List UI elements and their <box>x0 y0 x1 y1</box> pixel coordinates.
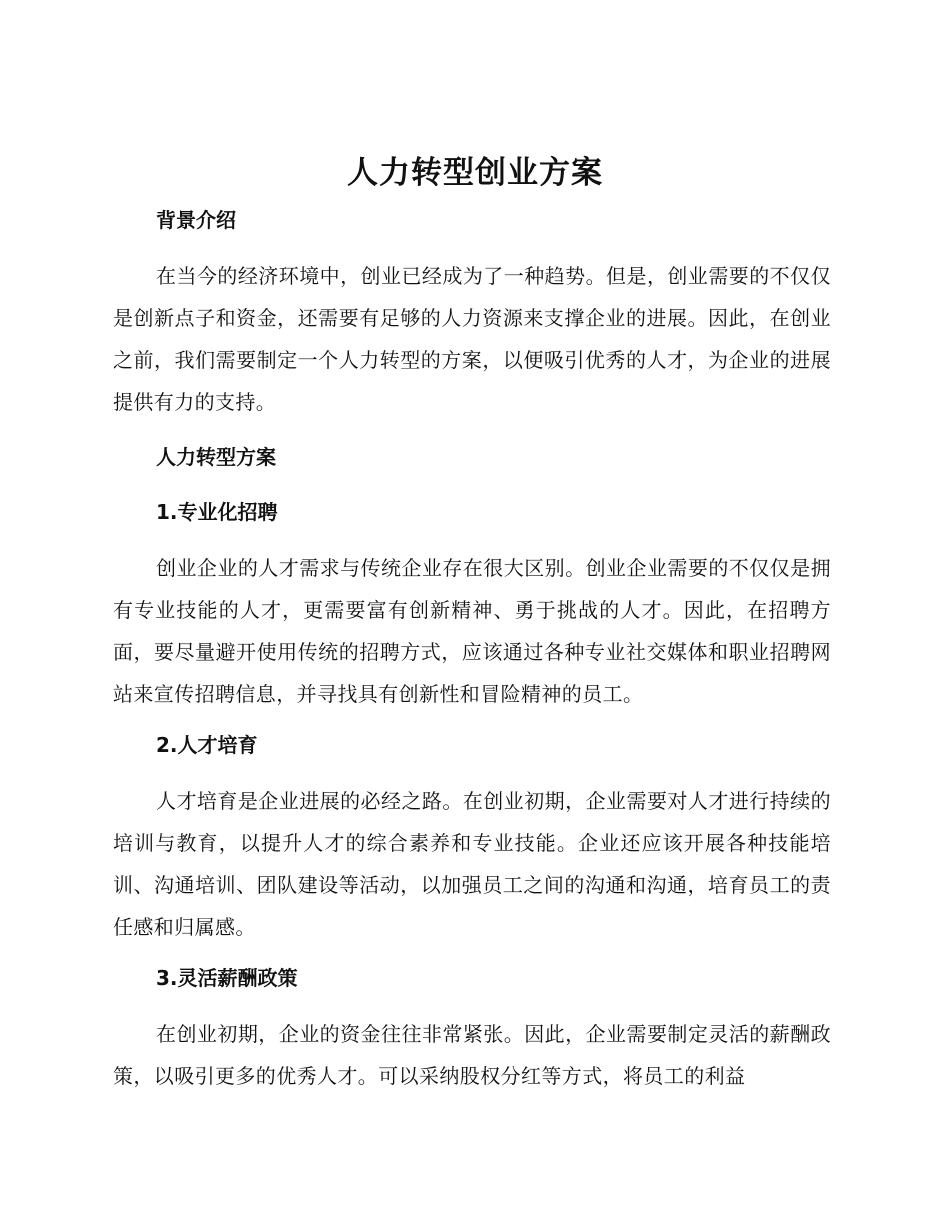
paragraph-compensation: 在创业初期，企业的资金往往非常紧张。因此，企业需要制定灵活的薪酬政策，以吸引更多的优秀人才。可以采纳股权分红等方式，将员工的利益 <box>113 1022 831 1088</box>
section-heading-plan: 人力转型方案 <box>156 445 276 469</box>
section-heading-background: 背景介绍 <box>156 208 236 232</box>
document-body <box>113 200 831 1097</box>
subsection-heading-compensation: 3.灵活薪酬政策 <box>156 966 298 990</box>
document-title: 人力转型创业方案 <box>347 155 603 191</box>
subsection-heading-talent-development: 2.人才培育 <box>156 733 258 757</box>
paragraph-talent-development: 人才培育是企业进展的必经之路。在创业初期，企业需要对人才进行持续的培训与教育，以提升人才的综合素养和专业技能。企业还应该开展各种技能培训、沟通培训、团队建设等活动，以加强员工之间的沟通和沟通，培育员工的责任感和归属感。 <box>113 789 831 939</box>
paragraph-recruitment: 创业企业的人才需求与传统企业存在很大区别。创业企业需要的不仅仅是拥有专业技能的人才，更需要富有创新精神、勇于挑战的人才。因此，在招聘方面，要尽量避开使用传统的招聘方式，应该通过各种专业社交媒体和职业招聘网站来宣传招聘信息，并寻找具有创新性和冒险精神的员工。 <box>113 556 831 706</box>
paragraph-background: 在当今的经济环境中，创业已经成为了一种趋势。但是，创业需要的不仅仅是创新点子和资金，还需要有足够的人力资源来支撑企业的进展。因此，在创业之前，我们需要制定一个人力转型的方案，以便吸引优秀的人才，为企业的进展提供有力的支持。 <box>113 264 831 414</box>
subsection-heading-recruitment: 1.专业化招聘 <box>156 500 278 524</box>
